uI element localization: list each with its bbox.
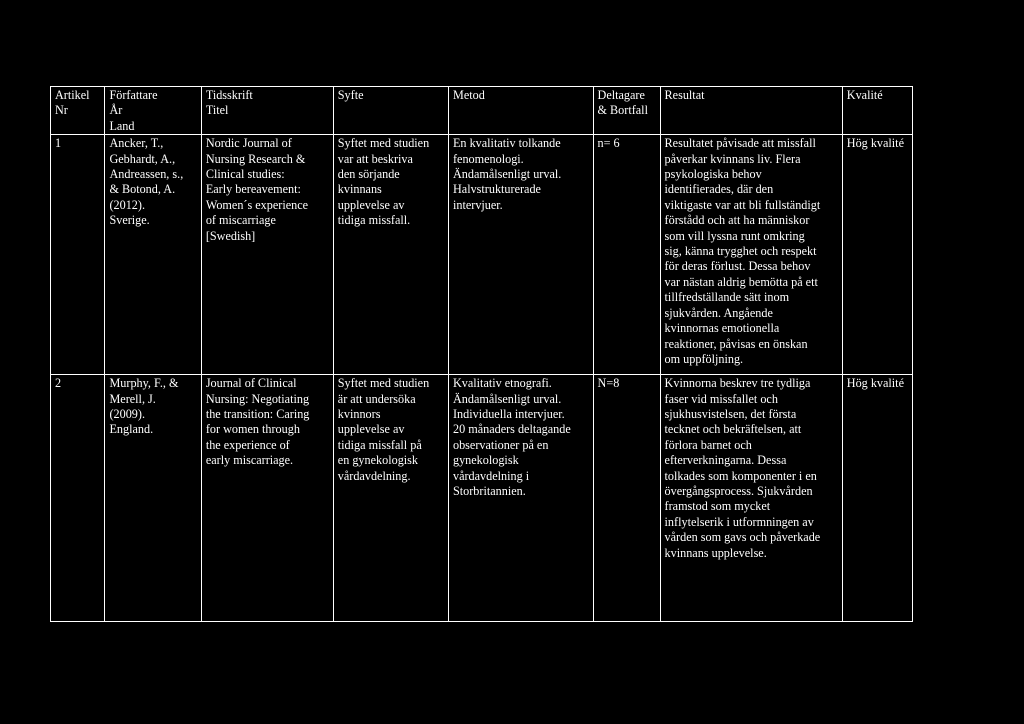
cell-forfattare: Ancker, T., Gebhardt, A., Andreassen, s., & Botond, A. (2012). Sverige. [105, 135, 201, 375]
table-row [51, 375, 913, 622]
cell-tidsskrift: Journal of Clinical Nursing: Negotiating the transition: Caring for women through the experience of early miscarriage. [201, 375, 333, 622]
cell-resultat: Kvinnorna beskrev tre tydliga faser vid missfallet och sjukhusvistelsen, det första tecknet och bekräftelsen, att förlora barnet och efterverkningarna. Dessa tolkades som komponenter i en övergångsprocess. Sjukvården framstod som mycket inflytelserik i utformningen av vården som gavs och påverkade kvinnans upplevelse. [660, 375, 842, 622]
cell-deltagare: n= 6 [593, 135, 660, 375]
table-row [51, 135, 913, 375]
header-artikel: Artikel Nr [51, 87, 105, 135]
table-header-row [51, 87, 913, 135]
header-tidsskrift: Tidsskrift Titel [201, 87, 333, 135]
header-forfattare: Författare År Land [105, 87, 201, 135]
cell-syfte: Syftet med studien är att undersöka kvinnors upplevelse av tidiga missfall på en gynekologisk vårdavdelning. [333, 375, 448, 622]
cell-deltagare: N=8 [593, 375, 660, 622]
cell-forfattare: Murphy, F., & Merell, J. (2009). England. [105, 375, 201, 622]
header-kvalite: Kvalité [842, 87, 912, 135]
header-resultat: Resultat [660, 87, 842, 135]
cell-metod: En kvalitativ tolkande fenomenologi. Ändamålsenligt urval. Halvstrukturerade intervjuer. [448, 135, 593, 375]
cell-kvalite: Hög kvalité [842, 375, 912, 622]
header-metod: Metod [448, 87, 593, 135]
header-deltagare: Deltagare & Bortfall [593, 87, 660, 135]
cell-resultat: Resultatet påvisade att missfall påverkar kvinnans liv. Flera psykologiska behov identifierades, där den viktigaste var att bli fullständigt förstådd och att ha människor som vill lyssna runt omkring sig, känna trygghet och respekt för deras förlust. Dessa behov var nästan aldrig bemötta på ett tillfredställande sätt inom sjukvården. Angående kvinnornas emotionella reaktioner, påvisas en önskan om uppföljning. [660, 135, 842, 375]
cell-nr: 1 [51, 135, 105, 375]
cell-nr: 2 [51, 375, 105, 622]
cell-kvalite: Hög kvalité [842, 135, 912, 375]
cell-syfte: Syftet med studien var att beskriva den sörjande kvinnans upplevelse av tidiga missfall. [333, 135, 448, 375]
cell-metod: Kvalitativ etnografi. Ändamålsenligt urval. Individuella intervjuer. 20 månaders deltagande observationer på en gynekologisk vårdavdelning i Storbritannien. [448, 375, 593, 622]
header-syfte: Syfte [333, 87, 448, 135]
article-matrix-table [50, 86, 913, 622]
cell-tidsskrift: Nordic Journal of Nursing Research & Clinical studies: Early bereavement: Women´s experience of miscarriage [Swedish] [201, 135, 333, 375]
